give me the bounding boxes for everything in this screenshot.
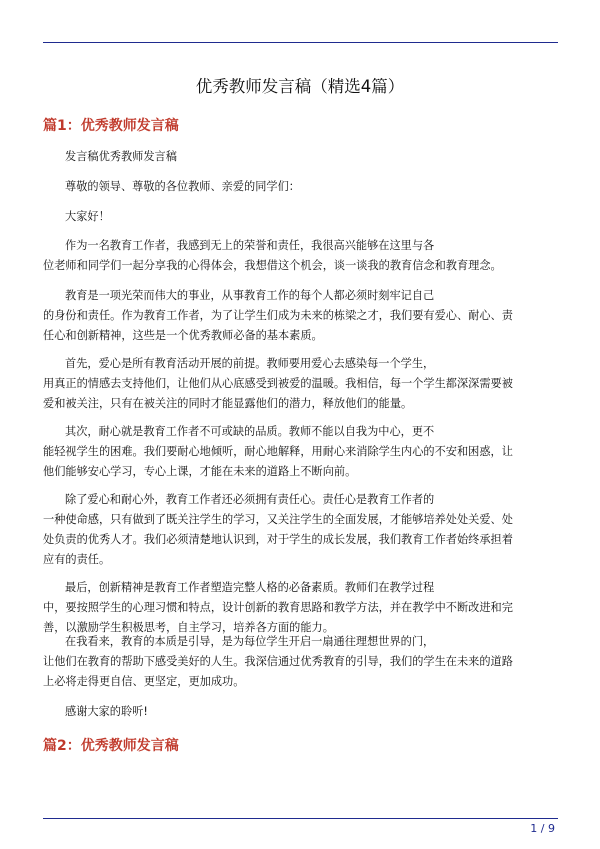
paragraph-line: 中，要按照学生的心理习惯和特点，设计创新的教育思路和教学方法，并在教学中不断改进和完 xyxy=(43,601,513,614)
top-rule xyxy=(43,42,558,43)
section-heading-1: 篇1：优秀教师发言稿 xyxy=(43,118,179,134)
paragraph xyxy=(43,422,563,482)
paragraph-line: 让他们在教育的帮助下感受美好的人生。我深信通过优秀教育的引导，我们的学生在未来的道路 xyxy=(43,655,513,668)
paragraph-line: 的身份和责任。作为教育工作者，为了让学生们成为未来的栋梁之才，我们要有爱心、耐心、责 xyxy=(43,309,513,322)
bottom-rule xyxy=(43,818,558,819)
paragraph xyxy=(43,632,563,692)
paragraph-line: 在我看来，教育的本质是引导，是为每位学生开启一扇通往理想世界的门， xyxy=(65,635,435,648)
paragraph-line: 应有的责任。 xyxy=(43,553,111,566)
paragraph-line: 上必将走得更自信、更坚定，更加成功。 xyxy=(43,675,245,688)
paragraph-line: 善，以激励学生积极思考，自主学习，培养各方面的能力。 xyxy=(43,621,334,634)
document-title: 优秀教师发言稿（精选4篇） xyxy=(195,77,405,96)
paragraph-line: 最后，创新精神是教育工作者塑造完整人格的必备素质。教师们在教学过程 xyxy=(65,581,435,594)
page-indicator: 1 / 9 xyxy=(530,822,555,835)
paragraph xyxy=(43,578,563,638)
paragraph-line: 一种使命感，只有做到了既关注学生的学习，又关注学生的全面发展，才能够培养处处关爱、处 xyxy=(43,513,513,526)
paragraph xyxy=(43,286,563,346)
paragraph-line: 他们能够安心学习，专心上课，才能在未来的道路上不断向前。 xyxy=(43,465,357,478)
paragraph-line: 大家好！ xyxy=(65,210,110,223)
paragraph xyxy=(43,702,563,722)
paragraph xyxy=(43,490,563,570)
paragraph-line: 用真正的情感去支持他们，让他们从心底感受到被爱的温暖。我相信，每一个学生都深深需要被 xyxy=(43,377,513,390)
paragraph xyxy=(43,147,563,167)
paragraph xyxy=(43,236,563,276)
paragraph-line: 教育是一项光荣而伟大的事业，从事教育工作的每个人都必须时刻牢记自己 xyxy=(65,289,435,302)
paragraph-line: 任心和创新精神，这些是一个优秀教师必备的基本素质。 xyxy=(43,329,323,342)
paragraph xyxy=(43,354,563,414)
paragraph-line: 发言稿优秀教师发言稿 xyxy=(65,150,177,163)
paragraph-line: 爱和被关注，只有在被关注的同时才能显露他们的潜力，释放他们的能量。 xyxy=(43,397,413,410)
paragraph-line: 位老师和同学们一起分享我的心得体会，我想借这个机会，谈一谈我的教育信念和教育理念。 xyxy=(43,259,502,272)
paragraph-line: 除了爱心和耐心外，教育工作者还必须拥有责任心。责任心是教育工作者的 xyxy=(65,493,435,506)
paragraph-line: 作为一名教育工作者，我感到无上的荣誉和责任，我很高兴能够在这里与各 xyxy=(65,239,435,252)
paragraph-line: 其次，耐心就是教育工作者不可或缺的品质。教师不能以自我为中心，更不 xyxy=(65,425,435,438)
section-heading-2: 篇2：优秀教师发言稿 xyxy=(43,738,179,754)
paragraph-line: 能轻视学生的困难。我们要耐心地倾听，耐心地解释，用耐心来消除学生内心的不安和困惑，让 xyxy=(43,445,513,458)
paragraph xyxy=(43,177,563,197)
paragraph-line: 感谢大家的聆听! xyxy=(65,705,148,718)
paragraph-line: 尊敬的领导、尊敬的各位教师、亲爱的同学们： xyxy=(65,180,300,193)
paragraph-line: 处负责的优秀人才。我们必须清楚地认识到，对于学生的成长发展，我们教育工作者始终承担着 xyxy=(43,533,513,546)
paragraph xyxy=(43,207,563,227)
paragraph-line: 首先，爱心是所有教育活动开展的前提。教师要用爱心去感染每一个学生， xyxy=(65,357,435,370)
